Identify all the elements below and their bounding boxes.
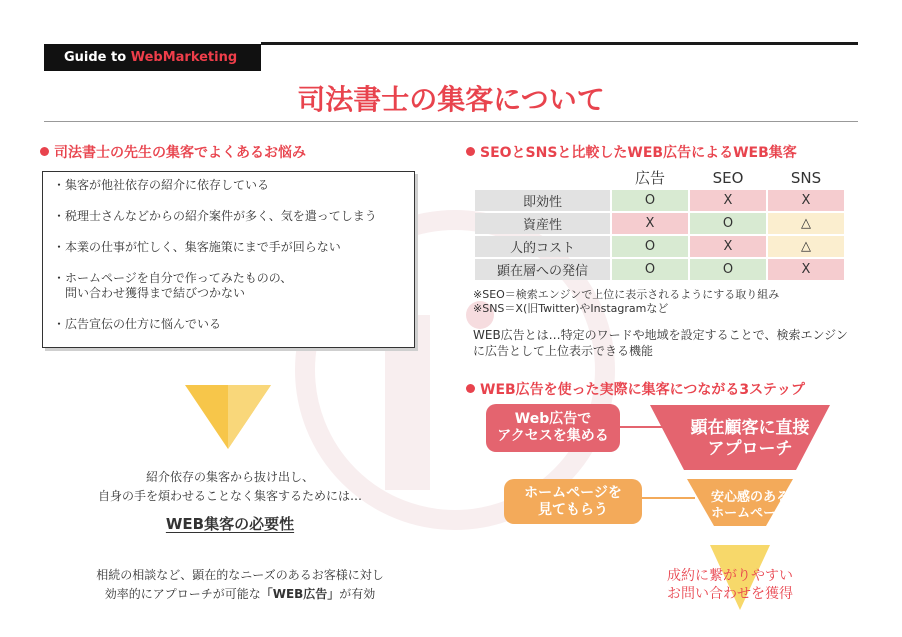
table-cell: O [690, 259, 766, 280]
table-row [475, 190, 844, 211]
worries-box [42, 171, 415, 348]
comparison-table [473, 165, 846, 282]
column-header-seo: SEO [712, 168, 744, 187]
table-cell: O [612, 190, 688, 211]
table-cell: X [612, 213, 688, 234]
worries-heading: 司法書士の先生の集客でよくあるお悩み [40, 142, 306, 162]
table-cell: O [612, 259, 688, 280]
header-rule [261, 42, 858, 45]
worry-item: ・本業の仕事が忙しく、集客施策にまで手が回らない [53, 240, 341, 254]
table-row [475, 259, 844, 280]
need-heading: WEB集客の必要性 [165, 515, 295, 533]
table-cell: O [612, 236, 688, 257]
row-label: 顕在層への発信 [475, 259, 610, 280]
worry-item: ・広告宣伝の仕方に悩んでいる [53, 317, 222, 331]
worry-item: ・集客が他社依存の紹介に依存している [53, 178, 270, 192]
table-cell: △ [768, 236, 844, 257]
guide-badge: Guide to WebMarketing [44, 44, 261, 71]
table-row [475, 213, 844, 234]
table-cell: O [690, 213, 766, 234]
table-cell: X [690, 236, 766, 257]
table-cell: X [690, 190, 766, 211]
table-corner [475, 167, 610, 188]
footnote-sns: ※SNS＝X(旧Twitter)やInstagramなど [473, 302, 669, 315]
table-cell: X [768, 190, 844, 211]
worry-item: ・税理士さんなどからの紹介案件が多く、気を遣ってしまう [53, 209, 377, 223]
bullet-dot-icon [466, 384, 475, 393]
worry-item: ・ホームページを自分で作ってみたものの、 問い合わせ獲得まで結びつかない [53, 271, 293, 300]
closing-text: 相続の相談など、顕在的なニーズのあるお客様に対し 効率的にアプローチが可能な「WEB広告」が有効 [96, 568, 384, 601]
lead-text: 紹介依存の集客から抜け出し、 自身の手を煩わせることなく集客するためには… [97, 470, 362, 503]
table-row [475, 236, 844, 257]
steps-heading: WEB広告を使った実際に集客につながる3ステップ [466, 379, 805, 399]
row-label: 即効性 [475, 190, 610, 211]
row-label: 資産性 [475, 213, 610, 234]
step2-funnel-text: 安心感のある ホームページ [710, 490, 789, 521]
column-header-ad: 広告 [634, 169, 665, 187]
table-cell: △ [768, 213, 844, 234]
step2-label: ホームページを 見てもらう [504, 479, 642, 524]
table-header-row [475, 167, 844, 188]
web-ad-description: WEB広告とは…特定のワードや地域を設定することで、検索エンジンに広告として上位表示できる機能 [473, 328, 848, 358]
title-divider [44, 121, 858, 122]
footnote-seo: ※SEO＝検索エンジンで上位に表示されるようにする取り組み [473, 288, 780, 301]
table-cell: X [768, 259, 844, 280]
row-label: 人的コスト [475, 236, 610, 257]
page-title: 司法書士の集客について [297, 83, 605, 116]
step3-result-text: 成約に繋がりやすい お問い合わせを獲得 [667, 568, 793, 602]
step1-label: Web広告で アクセスを集める [486, 404, 620, 452]
column-header-sns: SNS [790, 168, 822, 187]
down-arrow-icon [185, 385, 271, 449]
comparison-heading: SEOとSNSと比較したWEB広告によるWEB集客 [466, 142, 797, 162]
bullet-dot-icon [40, 147, 49, 156]
step1-funnel-text: 顕在顧客に直接 アプローチ [690, 418, 810, 459]
bullet-dot-icon [466, 147, 475, 156]
